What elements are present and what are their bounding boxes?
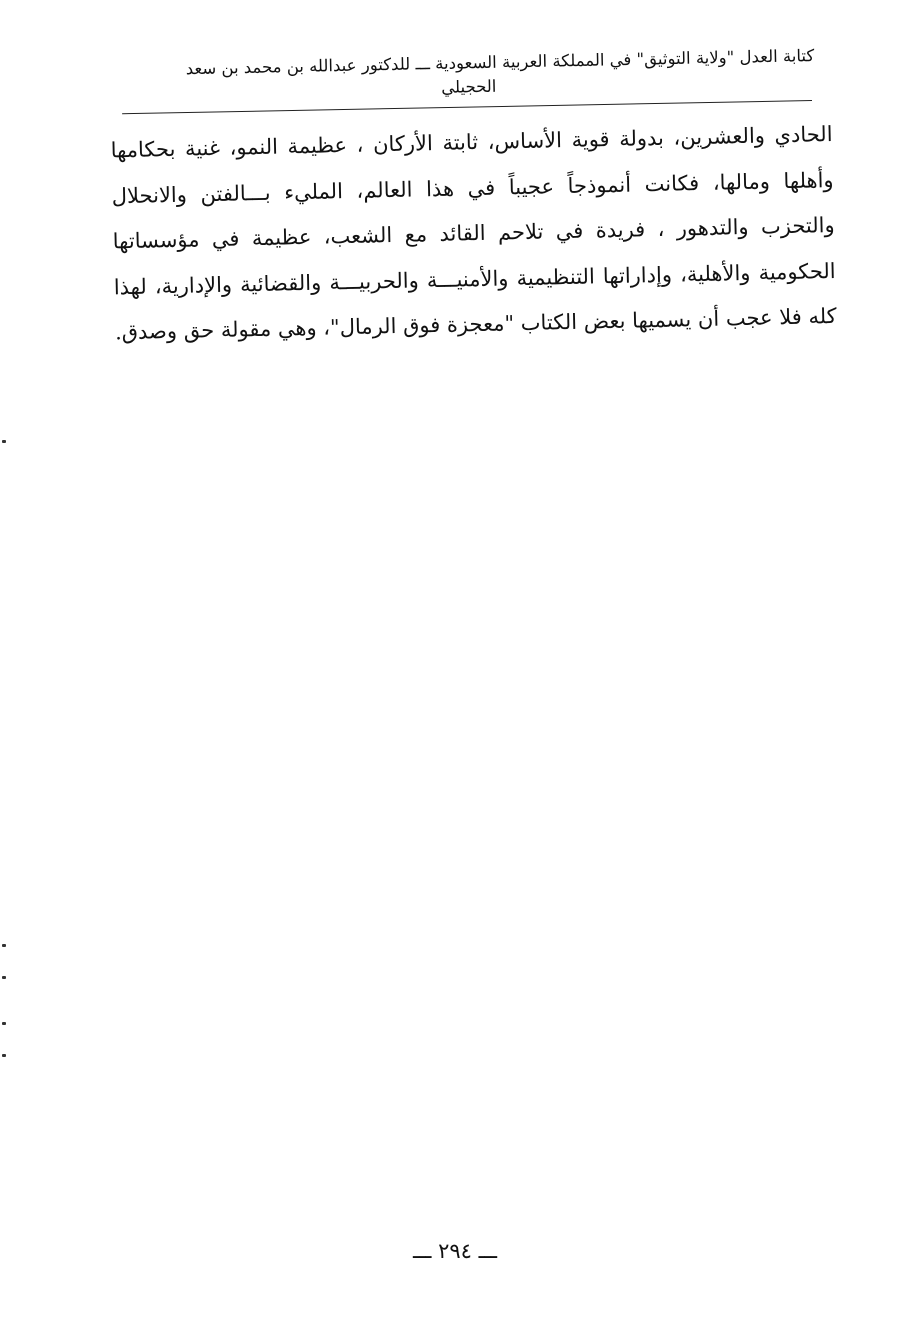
margin-scan-mark — [2, 1022, 6, 1025]
running-header-line-1: كتابة العدل "ولاية التوثيق" في المملكة العربية السعودية ـــ للدكتور عبدالله بن محمد بن سعد — [185, 46, 815, 79]
page-number-label: ـــ ٢٩٤ ـــ — [412, 1239, 498, 1263]
running-header-line-2: الحجيلي — [441, 76, 497, 97]
body-paragraph: الحادي والعشرين، بدولة قوية الأساس، ثابتة الأركان ، عظيمة النمو، غنية بحكامها وأهلها ومالها، فكانت أنموذجاً عجيباً في هذا العالم، المليء بـــالفتن والانحلال والتحزب والتدهور ، فريدة في تلاحم القائد مع الشعب، عظيمة في مؤسساتها الحكومية والأهلية، وإداراتها التنظيمية والأمنيـــة والحربيـــة والقضائية والإدارية، لهذا كله فلا عجب أن يسميها بعض الكتاب "معجزة فوق الرمال"، وهي مقولة حق وصدق. — [110, 121, 837, 345]
margin-scan-mark — [2, 944, 6, 947]
margin-scan-mark — [2, 440, 6, 443]
margin-scan-mark — [2, 1054, 6, 1057]
page-number — [0, 1236, 911, 1266]
margin-scan-mark — [2, 976, 6, 979]
body-text — [110, 112, 837, 356]
running-header — [118, 44, 819, 107]
